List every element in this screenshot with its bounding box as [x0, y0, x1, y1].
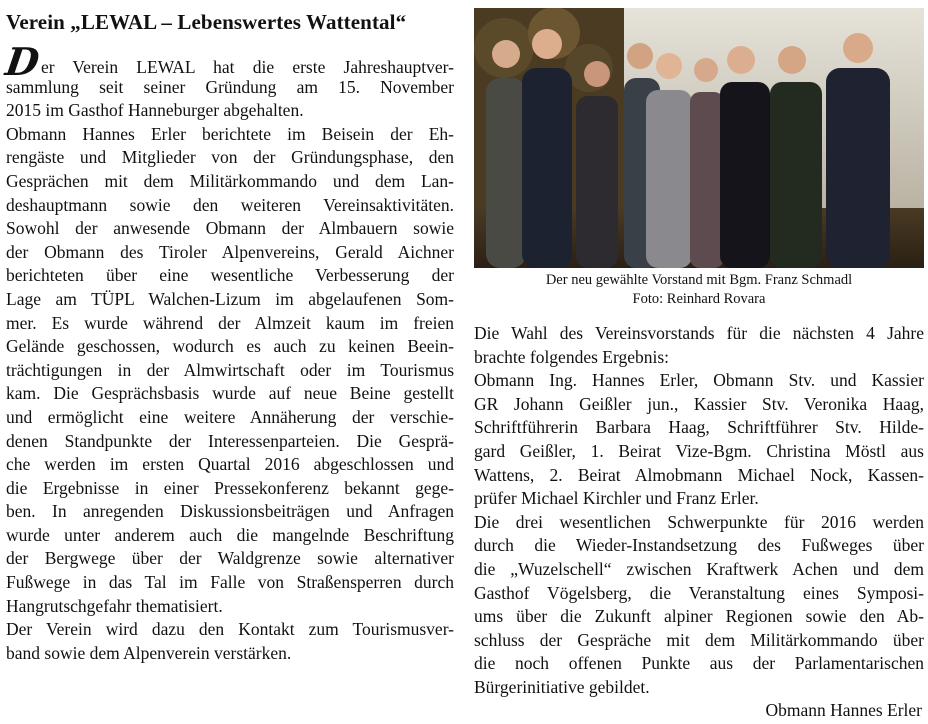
- text-line: band sowie dem Alpenverein verstärken.: [6, 642, 292, 663]
- text-line: Fußwege in das Tal im Falle von Straßensperren durch: [6, 572, 454, 593]
- text-line: deshauptmann sowie den weiteren Vereinsaktivitäten.: [6, 194, 454, 215]
- text-line: Wattens, 2. Beirat Almobmann Michael Nock, Kassen-: [474, 464, 924, 485]
- caption-text: Der neu gewählte Vorstand mit Bgm. Franz Schmadl: [545, 272, 853, 288]
- text-line: ben. In anregenden Diskussionsbeiträgen und Anfragen: [6, 501, 454, 522]
- text-line: brachte folgendes Ergebnis:: [474, 346, 670, 367]
- text-line: Die Wahl des Vereinsvorstands für die nächsten 4 Jahre: [474, 323, 924, 343]
- group-photo: [474, 8, 924, 268]
- text-line: wurde unter anderem auch die mangelnde Beschriftung: [6, 524, 454, 545]
- text-line: ums über die Zukunft alpiner Regionen sowie den Ab-: [474, 606, 924, 627]
- text-line: er Verein LEWAL hat die erste Jahreshauptver-: [40, 57, 454, 77]
- text-line: kam. Die Gesprächsbasis wurde auf neue Beine gestellt: [6, 383, 454, 404]
- text-line: rengäste und Mitglieder von der Gründungsphase, den: [6, 147, 454, 168]
- text-line: Lage am TÜPL Walchen-Lizum im abgelaufenen Som-: [6, 288, 454, 309]
- text-line: gard Geißler, 1. Beirat Vize-Bgm. Christina Möstl aus: [474, 440, 924, 461]
- text-line: 2015 im Gasthof Hanneburger abgehalten.: [6, 100, 304, 121]
- text-line: Die drei wesentlichen Schwerpunkte für 2016 werden: [474, 511, 924, 532]
- text-line: Bürgerinitiative gebildet.: [474, 676, 650, 697]
- article-title: Verein „LEWAL – Lebenswertes Wattental“: [6, 10, 407, 34]
- group-photo-image: [474, 8, 924, 268]
- text-line: und ermöglicht eine weitere Annäherung der verschie-: [6, 406, 454, 427]
- text-line: Gelände geschossen, wodurch es auch zu keinen Beein-: [6, 336, 454, 357]
- text-line: sammlung seit seiner Gründung am 15. November: [6, 76, 454, 97]
- article-right-column: [474, 322, 924, 700]
- article-left-column: [2, 39, 454, 665]
- photo-caption: [474, 271, 924, 309]
- text-line: die „Wuzelschell“ zwischen Kraftwerk Achen und dem: [474, 558, 924, 579]
- text-line: Gasthof Vögelsberg, die Veranstaltung eines Symposi-: [474, 582, 924, 603]
- text-line: Gesprächen mit dem Militärkommando und dem Lan-: [6, 170, 454, 191]
- text-line: denen Standpunkte der Interessenparteien. Die Gesprä-: [6, 430, 454, 451]
- text-line: prüfer Michael Kirchler und Franz Erler.: [474, 488, 759, 509]
- text-line: der Bergwege über der Waldgrenze sowie alternativer: [6, 548, 454, 569]
- author-signature: Obmann Hannes Erler: [765, 700, 922, 720]
- text-line: trächtigungen in der Almwirtschaft oder im Tourismus: [6, 359, 454, 380]
- text-line: Obmann Ing. Hannes Erler, Obmann Stv. und Kassier: [474, 370, 924, 391]
- text-line: der Obmann des Tiroler Alpenvereins, Gerald Aichner: [6, 241, 454, 262]
- first-line: [2, 39, 454, 84]
- photo-credit: Foto: Reinhard Rovara: [632, 291, 766, 307]
- text-line: Der Verein wird dazu den Kontakt zum Tourismusver-: [6, 619, 454, 640]
- text-line: mer. Es wurde während der Almzeit kaum im freien: [6, 312, 454, 333]
- text-line: Sowohl der anwesende Obmann der Almbauern sowie: [6, 218, 454, 239]
- text-line: che werden im ersten Quartal 2016 abgeschlossen und: [6, 454, 454, 475]
- text-line: schluss der Gespräche mit dem Militärkommando über: [474, 629, 924, 650]
- text-line: durch die Wieder-Instandsetzung des Fußweges über: [474, 535, 924, 556]
- text-line: Hangrutschgefahr thematisiert.: [6, 595, 223, 616]
- text-line: die noch offenen Punkte aus der Parlamentarischen: [474, 653, 924, 674]
- drop-cap: D: [2, 39, 43, 84]
- text-line: Obmann Hannes Erler berichtete im Beisein der Eh-: [6, 123, 454, 144]
- text-line: Schriftführerin Barbara Haag, Schriftführer Stv. Hilde-: [474, 417, 924, 438]
- text-line: die Ergebnisse in einer Pressekonferenz bekannt gege-: [6, 477, 454, 498]
- text-line: berichteten über eine wesentliche Verbesserung der: [6, 265, 454, 286]
- text-line: GR Johann Geißler jun., Kassier Stv. Veronika Haag,: [474, 393, 924, 414]
